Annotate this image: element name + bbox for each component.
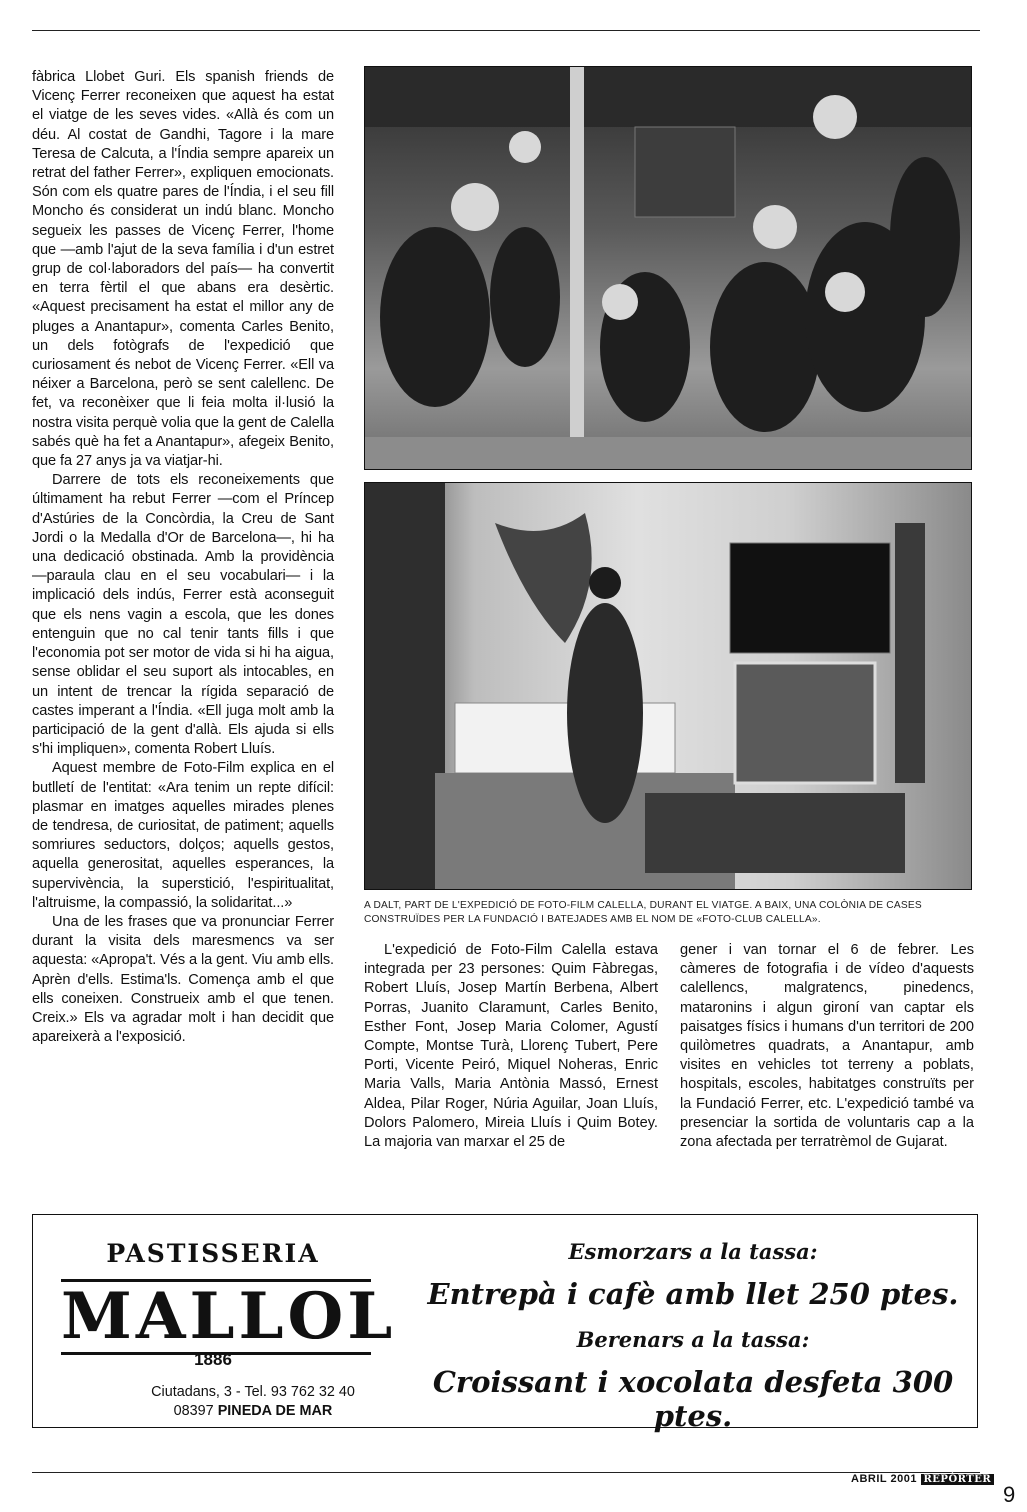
article-paragraph-2: Darrere de tots els reconeixements que últimament ha rebut Ferrer —com el Príncep d'Astúries de la Concòrdia, la Creu de Sant Jordi o la Medalla d'Or de Barcelona—, hi ha una dedicació obstinada. Amb la providència —paraula clau en el seu vocabulari— i la implicació dels indús, Ferrer està aconseguit que els nens vagin a escola, que les dones entenguin que no cal tenir tants fills i que l'economia pot ser motor de vida si hi ha aigua, sense oblidar el seu suport als intocables, en un intent de trencar la rígida separació de castes imperant a l'Índia. «Ell juga molt amb la participació de la gent d'allà. Els ajuda si ells s'hi impliquen», comenta Robert Lluís.: [32, 472, 334, 758]
ad-year: 1886: [194, 1350, 232, 1369]
foto-club-calella-colony-photo: [364, 482, 972, 890]
ad-address: [33, 1383, 473, 1421]
article-middle-column: L'expedició de Foto-Film Calella estava integrada per 23 persones: Quim Fàbregas, Robert Lluís, Josep Martín Berbena, Albert Porras, Juanito Claramunt, Carles Benito, Esther Font, Josep Maria Colomer, Agustí Compte, Montse Turà, Llorenç Tubert, Pere Porti, Vicente Peiró, Miquel Noheras, Enric Maria Valls, Maria Antònia Massó, Ernest Aldea, Pilar Roger, Núria Aguilar, Joan Lluís, Dolors Palomero, Mireia Lluís i Quim Botey. La majoria van marxar el 25 de: [364, 942, 658, 1151]
pastisseria-advertisement: [32, 1214, 978, 1433]
expedition-group-photo: [364, 66, 972, 470]
ad-town: PINEDA DE MAR: [217, 1403, 333, 1419]
article-paragraph-3: Aquest membre de Foto-Film explica en el butlletí de l'entitat: «Ara tenim un repte difícil: plasmar en imatges aquelles mirades plenes de tendresa, de curiositat, de patiment; aquells somriures seductors, dolços; aquells gestos, aquella generositat, aquelles esperances, la supervivència, la superstició, l'espiritualitat, l'altruisme, la compassió, la solidaritat...»: [32, 760, 334, 911]
footer-magazine-logo: REPÒRTER: [921, 1474, 995, 1485]
ad-offer2-text: Croissant i xocolata desfeta 300 ptes.: [432, 1365, 954, 1433]
bottom-rule: [32, 1472, 980, 1473]
article-paragraph-4: Una de les frases que va pronunciar Ferrer durant la visita dels maresmencs va ser aquesta: «Apropa't. Vés a la gent. Viu amb ells. Aprèn d'ells. Estima'ls. Comença amb el que ells coneixen. Construeix amb el que tenen. Creix.» Els va agradar molt i han decidit que apareixerà a l'exposició.: [32, 913, 334, 1046]
article-left-column: [32, 68, 334, 1047]
ad-offer1-title: Esmorzars a la tassa:: [568, 1239, 818, 1264]
ad-address-line: Ciutadans, 3 - Tel. 93 762 32 40: [151, 1384, 355, 1400]
ad-offer1-text: Entrepà i cafè amb llet 250 ptes.: [427, 1277, 959, 1311]
footer-issue-date: ABRIL 2001: [851, 1473, 917, 1485]
ad-shop-name: MALLOL: [61, 1279, 397, 1354]
page-footer: [851, 1473, 994, 1485]
article-right-column: gener i van tornar el 6 de febrer. Les càmeres de fotografia i de vídeo d'aquests calellencs, malgratencs, pinedencs, mataronins i algun gironí van captar els paisatges físics i humans d'un territori de 200 quilòmetres quadrats, a Anantapur, amb visites en vehicles tot terreny a poblats, hospitals, escoles, habitatges construïts per la Fundació Ferrer, etc. L'expedició també va presenciar la sortida de voluntaris cap a la zona afectada per terratrèmol de Gujarat.: [680, 942, 974, 1151]
ad-offers-block: [413, 1215, 973, 1433]
photo-caption: A DALT, PART DE L'EXPEDICIÓ DE FOTO-FILM CALELLA, DURANT EL VIATGE. A BAIX, UNA COLÒNIA DE CASES CONSTRUÏDES PER LA FUNDACIÓ I BATEJADES AMB EL NOM DE «FOTO-CLUB CALELLA».: [364, 900, 922, 925]
top-rule: [32, 30, 980, 31]
ad-town-line: [33, 1402, 473, 1421]
ad-postal-code: 08397: [173, 1403, 214, 1419]
ad-offer2-title: Berenars a la tassa:: [576, 1327, 810, 1352]
page-number: 9: [1003, 1482, 1016, 1507]
ad-brand-block: [33, 1215, 397, 1427]
article-paragraph-1: fàbrica Llobet Guri. Els spanish friends de Vicenç Ferrer reconeixen que aquest ha estat el viatge de les seves vides. «Allà és com un déu. Al costat de Gandhi, Tagore i la mare Teresa de Calcuta, a l'Índia sempre apareix un retrat del father Ferrer», expliquen emocionats. Són com els quatre pares de l'Índia, i el seu fill Moncho és considerat un indú blanc. Moncho segueix les passes de Vicenç Ferrer, l'home que —amb l'ajut de la seva família i d'un estret grup de col·laboradors del país— ha convertit en terra fèrtil el que abans era desèrtic. «Aquest precisament ha estat el millor any de pluges a Anantapur», comenta Carles Benito, un dels fotògrafs de l'expedició que curiosament és nebot de Vicenç Ferrer. «Ell va néixer a Barcelona, però se sent calellenc. De fet, va reconèixer que li feia molta il·lusió la nostra visita perquè volia que la gent de Calella sabés què ha fet a Anantapur», afegeix Benito, que fa 27 anys ja va viatjar-hi.: [32, 69, 334, 470]
ad-shop-type: PASTISSERIA: [106, 1239, 320, 1268]
